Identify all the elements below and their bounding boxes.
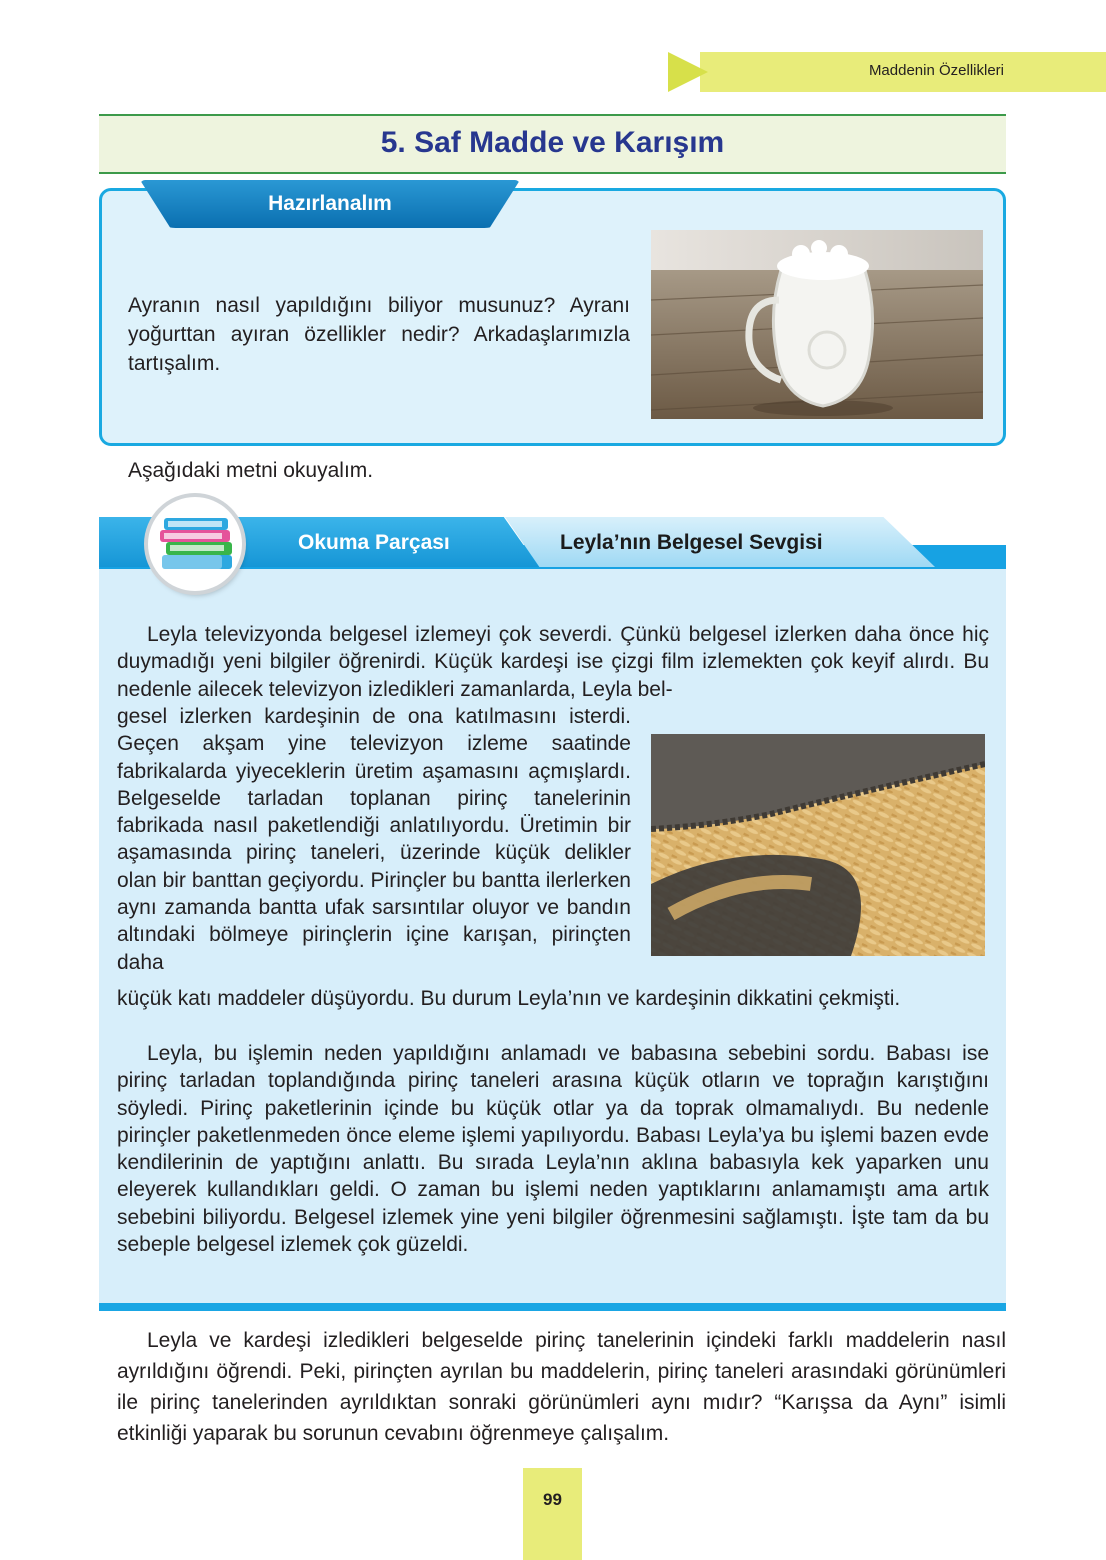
closing-text: Leyla ve kardeşi izledikleri belgeselde pirinç tanelerinin içindeki farklı maddelerin nasıl ayrıldığını öğrendi. Peki, pirinçten ayrılan bu maddelerin, pirinç taneleri arasındaki görünümleri ile pirinç tanelerinden ayrıldıktan sonraki görünümleri aynı mıdır? “Karışsa da Aynı” isimli etkinliği yaparak bu sorunun cevabını öğrenmeye çalışalım. (117, 1329, 1006, 1445)
reading-bottom-border (99, 1303, 1006, 1311)
ayran-jug-photo (651, 230, 983, 419)
prep-tab-label: Hazırlanalım (268, 192, 392, 215)
reading-intro: Aşağıdaki metni okuyalım. (128, 459, 374, 482)
page-number: 99 (543, 1490, 562, 1509)
reading-tab-label: Okuma Parçası (298, 531, 450, 554)
chapter-title: Maddenin Özellikleri (868, 62, 1004, 79)
story-text-2: Leyla, bu işlemin neden yapıldığını anlamadı ve babasına sebebini sordu. Babası ise pirinç tarladan toplandığında pirinç taneleri arasına küçük otların ve toprağın karıştığını söyledi. Pirinç paketlerinin içinde bu küçük otlar ya da toprak olmamalıydı. Bu nedenle pirinçler paketlenmeden önce eleme işlemi yapılıyordu. Babası Leyla’ya bu işlemi bazen evde kendilerinin de yaptığını anlattı. Bu sırada Leyla’nın aklına babasıyla kek yaparken unu eleyerek kullandıkları geldi. O zaman bu işlemi neden yaptıklarını anlamamıştı ama artık sebebini biliyordu. Belgesel izlemek yine yeni bilgiler öğrenmesini sağlamıştı. İşte tam da bu sebeple belgesel izlemek çok güzeldi. (117, 1042, 989, 1257)
chapter-tag-arrow (668, 52, 708, 92)
page-number-tab (523, 1468, 582, 1560)
story-text-1a: Leyla televizyonda belgesel izlemeyi çok severdi. Çünkü belgesel izlerken daha önce hiç duymadığı yeni bilgiler öğrenirdi. Küçük kardeşi ise çizgi film izlemekten çok keyif alırdı. Bu nedenle ailecek televizyon izledikleri zamanlarda, Leyla bel- (117, 623, 989, 701)
page-title: 5. Saf Madde ve Karışım (380, 126, 725, 159)
books-icon (148, 497, 242, 591)
story-title: Leyla’nın Belgesel Sevgisi (560, 531, 823, 554)
story-paragraph-1c: küçük katı maddeler düşüyordu. Bu durum Leyla’nın ve kardeşinin dikkatini çekmişti. (117, 987, 901, 1010)
closing-paragraph (117, 1325, 1006, 1449)
rice-sieve-photo (651, 734, 985, 956)
prep-question-text: Ayranın nasıl yapıldığını biliyor musunuz? Ayranı yoğurttan ayıran özellikler nedir? Arkadaşlarımızla tartışalım. (128, 294, 630, 375)
story-paragraph-1b: gesel izlerken kardeşinin de ona katılmasını isterdi. Geçen akşam yine televizyon izleme saatinde fabrikalarda yiyeceklerin üretim aşamasını açmışlardı. Belgeselde tarladan toplanan pirinç tanelerinin fabrikada nasıl paketlendiği anlatılıyordu. Üretimin bir aşamasında pirinç taneleri, üzerinde küçük delikler olan bir banttan geçiyordu. Pirinçler bu bantta ilerlerken aynı zamanda bantta ufak sarsıntılar oluyor ve bandın altındaki bölmeye pirinçlerin içine karışan, pirinçten daha (117, 705, 631, 974)
story-paragraph-1a (117, 621, 989, 703)
story-paragraph-2 (117, 1040, 989, 1258)
